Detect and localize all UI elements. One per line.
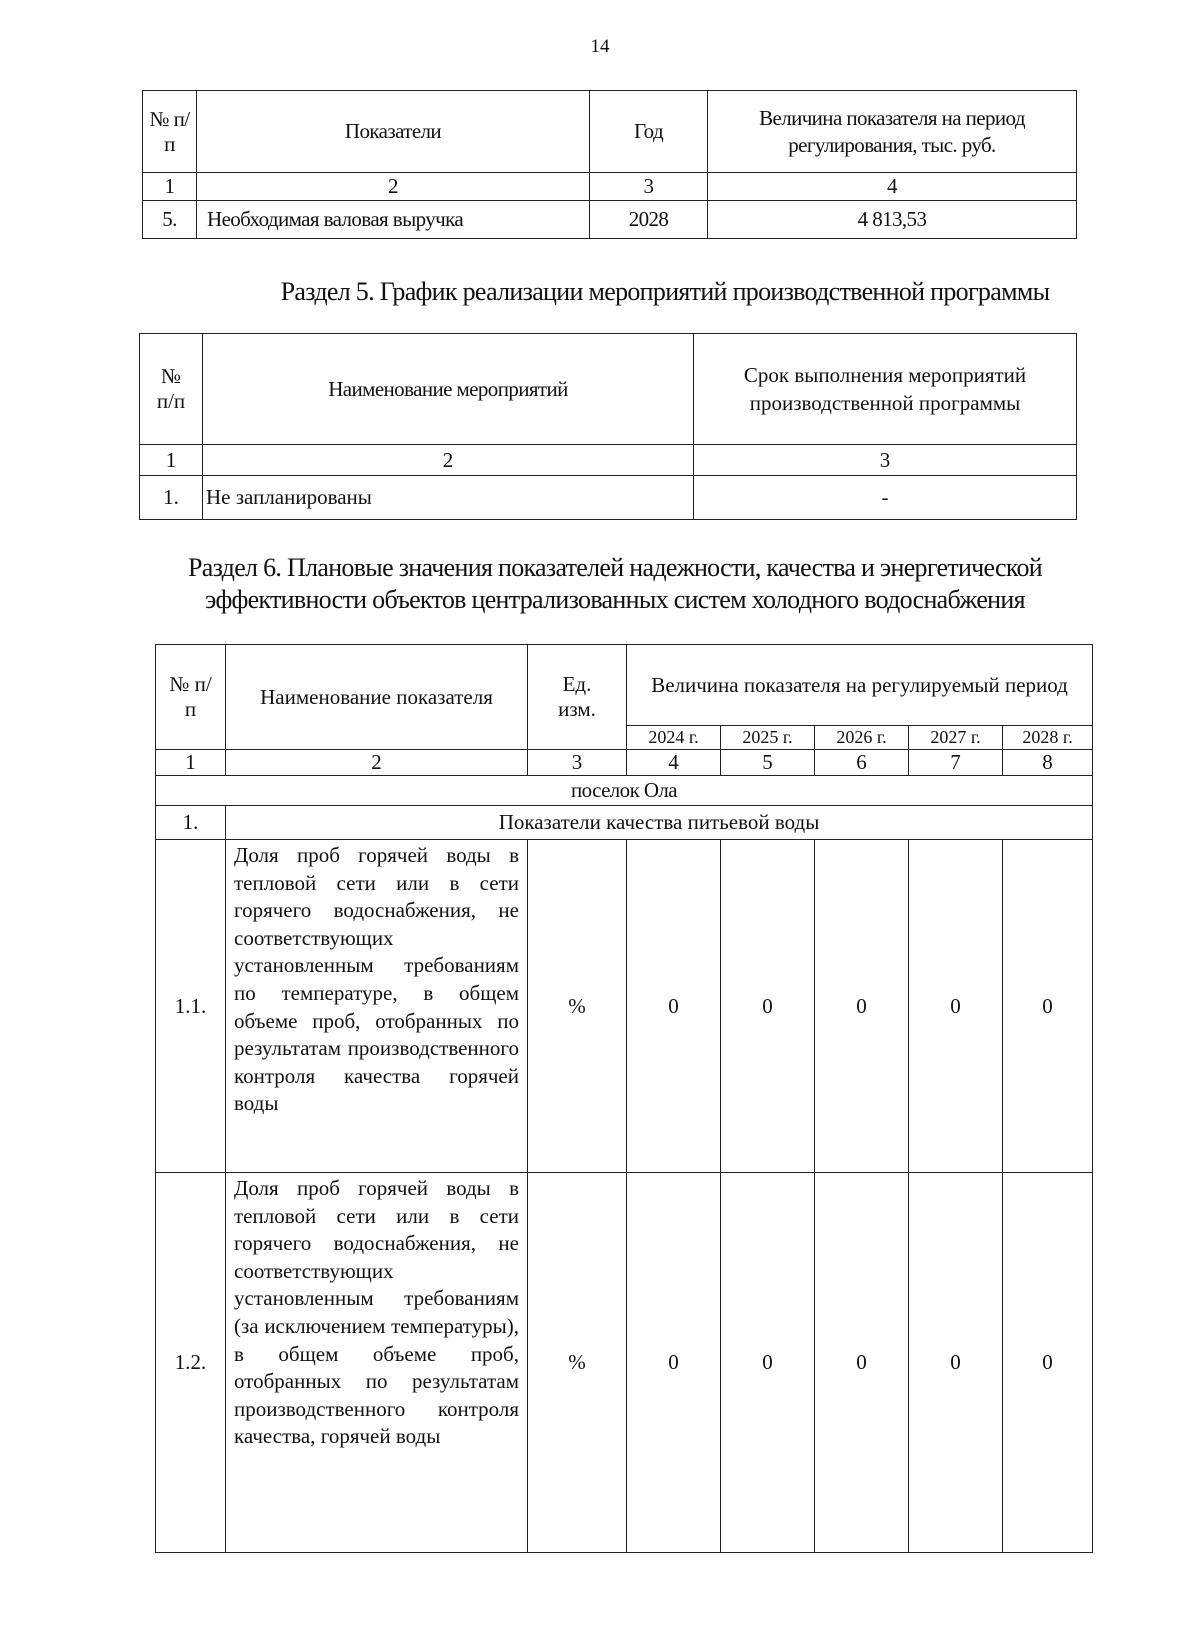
row-num: 1.	[140, 476, 203, 520]
col-number: 3	[590, 173, 708, 201]
col-number: 5	[721, 750, 815, 776]
group-num: 1.	[156, 806, 226, 840]
header-activity: Наименование мероприятий	[203, 334, 694, 445]
indicator-value-2026: 0	[815, 1173, 909, 1553]
indicator-num: 1.2.	[156, 1173, 226, 1553]
revenue-table	[142, 90, 1077, 239]
indicator-unit: %	[528, 1173, 627, 1553]
col-number: 1	[140, 445, 203, 476]
header-term: Срок выполнения мероприятий производственной программы	[694, 334, 1077, 445]
section5-data-row	[140, 476, 1077, 520]
year-2026: 2026 г.	[815, 726, 909, 750]
row-value: 4 813,53	[708, 201, 1077, 239]
header-period: Величина показателя на регулируемый период	[627, 645, 1093, 726]
col-number: 8	[1003, 750, 1093, 776]
indicator-name: Доля проб горячей воды в тепловой сети или в сети горячего водоснабжения, не соответствующих установленным требованиям по температуре, в общем объеме проб, отобранных по результатам производственного контроля качества горячей воды	[226, 840, 528, 1173]
indicator-value-2025: 0	[721, 1173, 815, 1553]
section6-colnum-row	[156, 750, 1093, 776]
indicator-row	[156, 840, 1093, 1173]
section5-table	[139, 333, 1077, 520]
group-row	[156, 806, 1093, 840]
header-unit: Ед. изм.	[528, 645, 627, 750]
row-year: 2028	[590, 201, 708, 239]
section6-title-line2: эффективности объектов централизованных систем холодного водоснабжения	[205, 585, 1025, 614]
year-2027: 2027 г.	[909, 726, 1003, 750]
revenue-data-row	[143, 201, 1077, 239]
indicator-value-2024: 0	[627, 840, 721, 1173]
page-number: 14	[590, 36, 610, 57]
col-number: 1	[156, 750, 226, 776]
row-num: 5.	[143, 201, 197, 239]
year-2024: 2024 г.	[627, 726, 721, 750]
revenue-header-row	[143, 91, 1077, 173]
col-number: 4	[627, 750, 721, 776]
indicator-value-2028: 0	[1003, 840, 1093, 1173]
col-number: 3	[528, 750, 627, 776]
col-number: 2	[203, 445, 694, 476]
revenue-colnum-row	[143, 173, 1077, 201]
section6-header-row	[156, 645, 1093, 726]
header-value: Величина показателя на период регулирования, тыс. руб.	[708, 91, 1077, 173]
section6-title	[0, 552, 1200, 616]
indicator-value-2027: 0	[909, 840, 1003, 1173]
header-indicator-name: Наименование показателя	[226, 645, 528, 750]
indicator-num: 1.1.	[156, 840, 226, 1173]
header-year: Год	[590, 91, 708, 173]
row-term: -	[694, 476, 1077, 520]
section5-title: Раздел 5. График реализации мероприятий производственной программы	[280, 277, 1050, 306]
header-indicators: Показатели	[197, 91, 590, 173]
section5-colnum-row	[140, 445, 1077, 476]
header-num: № п/п	[156, 645, 226, 750]
section6-title-line1: Раздел 6. Плановые значения показателей надежности, качества и энергетической	[187, 553, 1043, 582]
col-number: 6	[815, 750, 909, 776]
indicator-value-2027: 0	[909, 1173, 1003, 1553]
indicator-value-2026: 0	[815, 840, 909, 1173]
row-name: Не запланированы	[203, 476, 694, 520]
indicator-unit: %	[528, 840, 627, 1173]
col-number: 2	[197, 173, 590, 201]
indicator-value-2024: 0	[627, 1173, 721, 1553]
year-2025: 2025 г.	[721, 726, 815, 750]
indicator-row	[156, 1173, 1093, 1553]
locality-row	[156, 776, 1093, 806]
col-number: 2	[226, 750, 528, 776]
row-name: Необходимая валовая выручка	[197, 201, 590, 239]
section6-table	[155, 644, 1093, 1553]
header-num: № п/п	[143, 91, 197, 173]
header-num: № п/п	[140, 334, 203, 445]
indicator-value-2025: 0	[721, 840, 815, 1173]
col-number: 1	[143, 173, 197, 201]
locality-name: поселок Ола	[156, 776, 1093, 806]
indicator-name: Доля проб горячей воды в тепловой сети или в сети горячего водоснабжения, не соответствующих установленным требованиям (за исключением температуры), в общем объеме проб, отобранных по результатам производственного контроля качества, горячей воды	[226, 1173, 528, 1553]
col-number: 4	[708, 173, 1077, 201]
section5-header-row	[140, 334, 1077, 445]
year-2028: 2028 г.	[1003, 726, 1093, 750]
col-number: 7	[909, 750, 1003, 776]
col-number: 3	[694, 445, 1077, 476]
group-name: Показатели качества питьевой воды	[226, 806, 1093, 840]
indicator-value-2028: 0	[1003, 1173, 1093, 1553]
